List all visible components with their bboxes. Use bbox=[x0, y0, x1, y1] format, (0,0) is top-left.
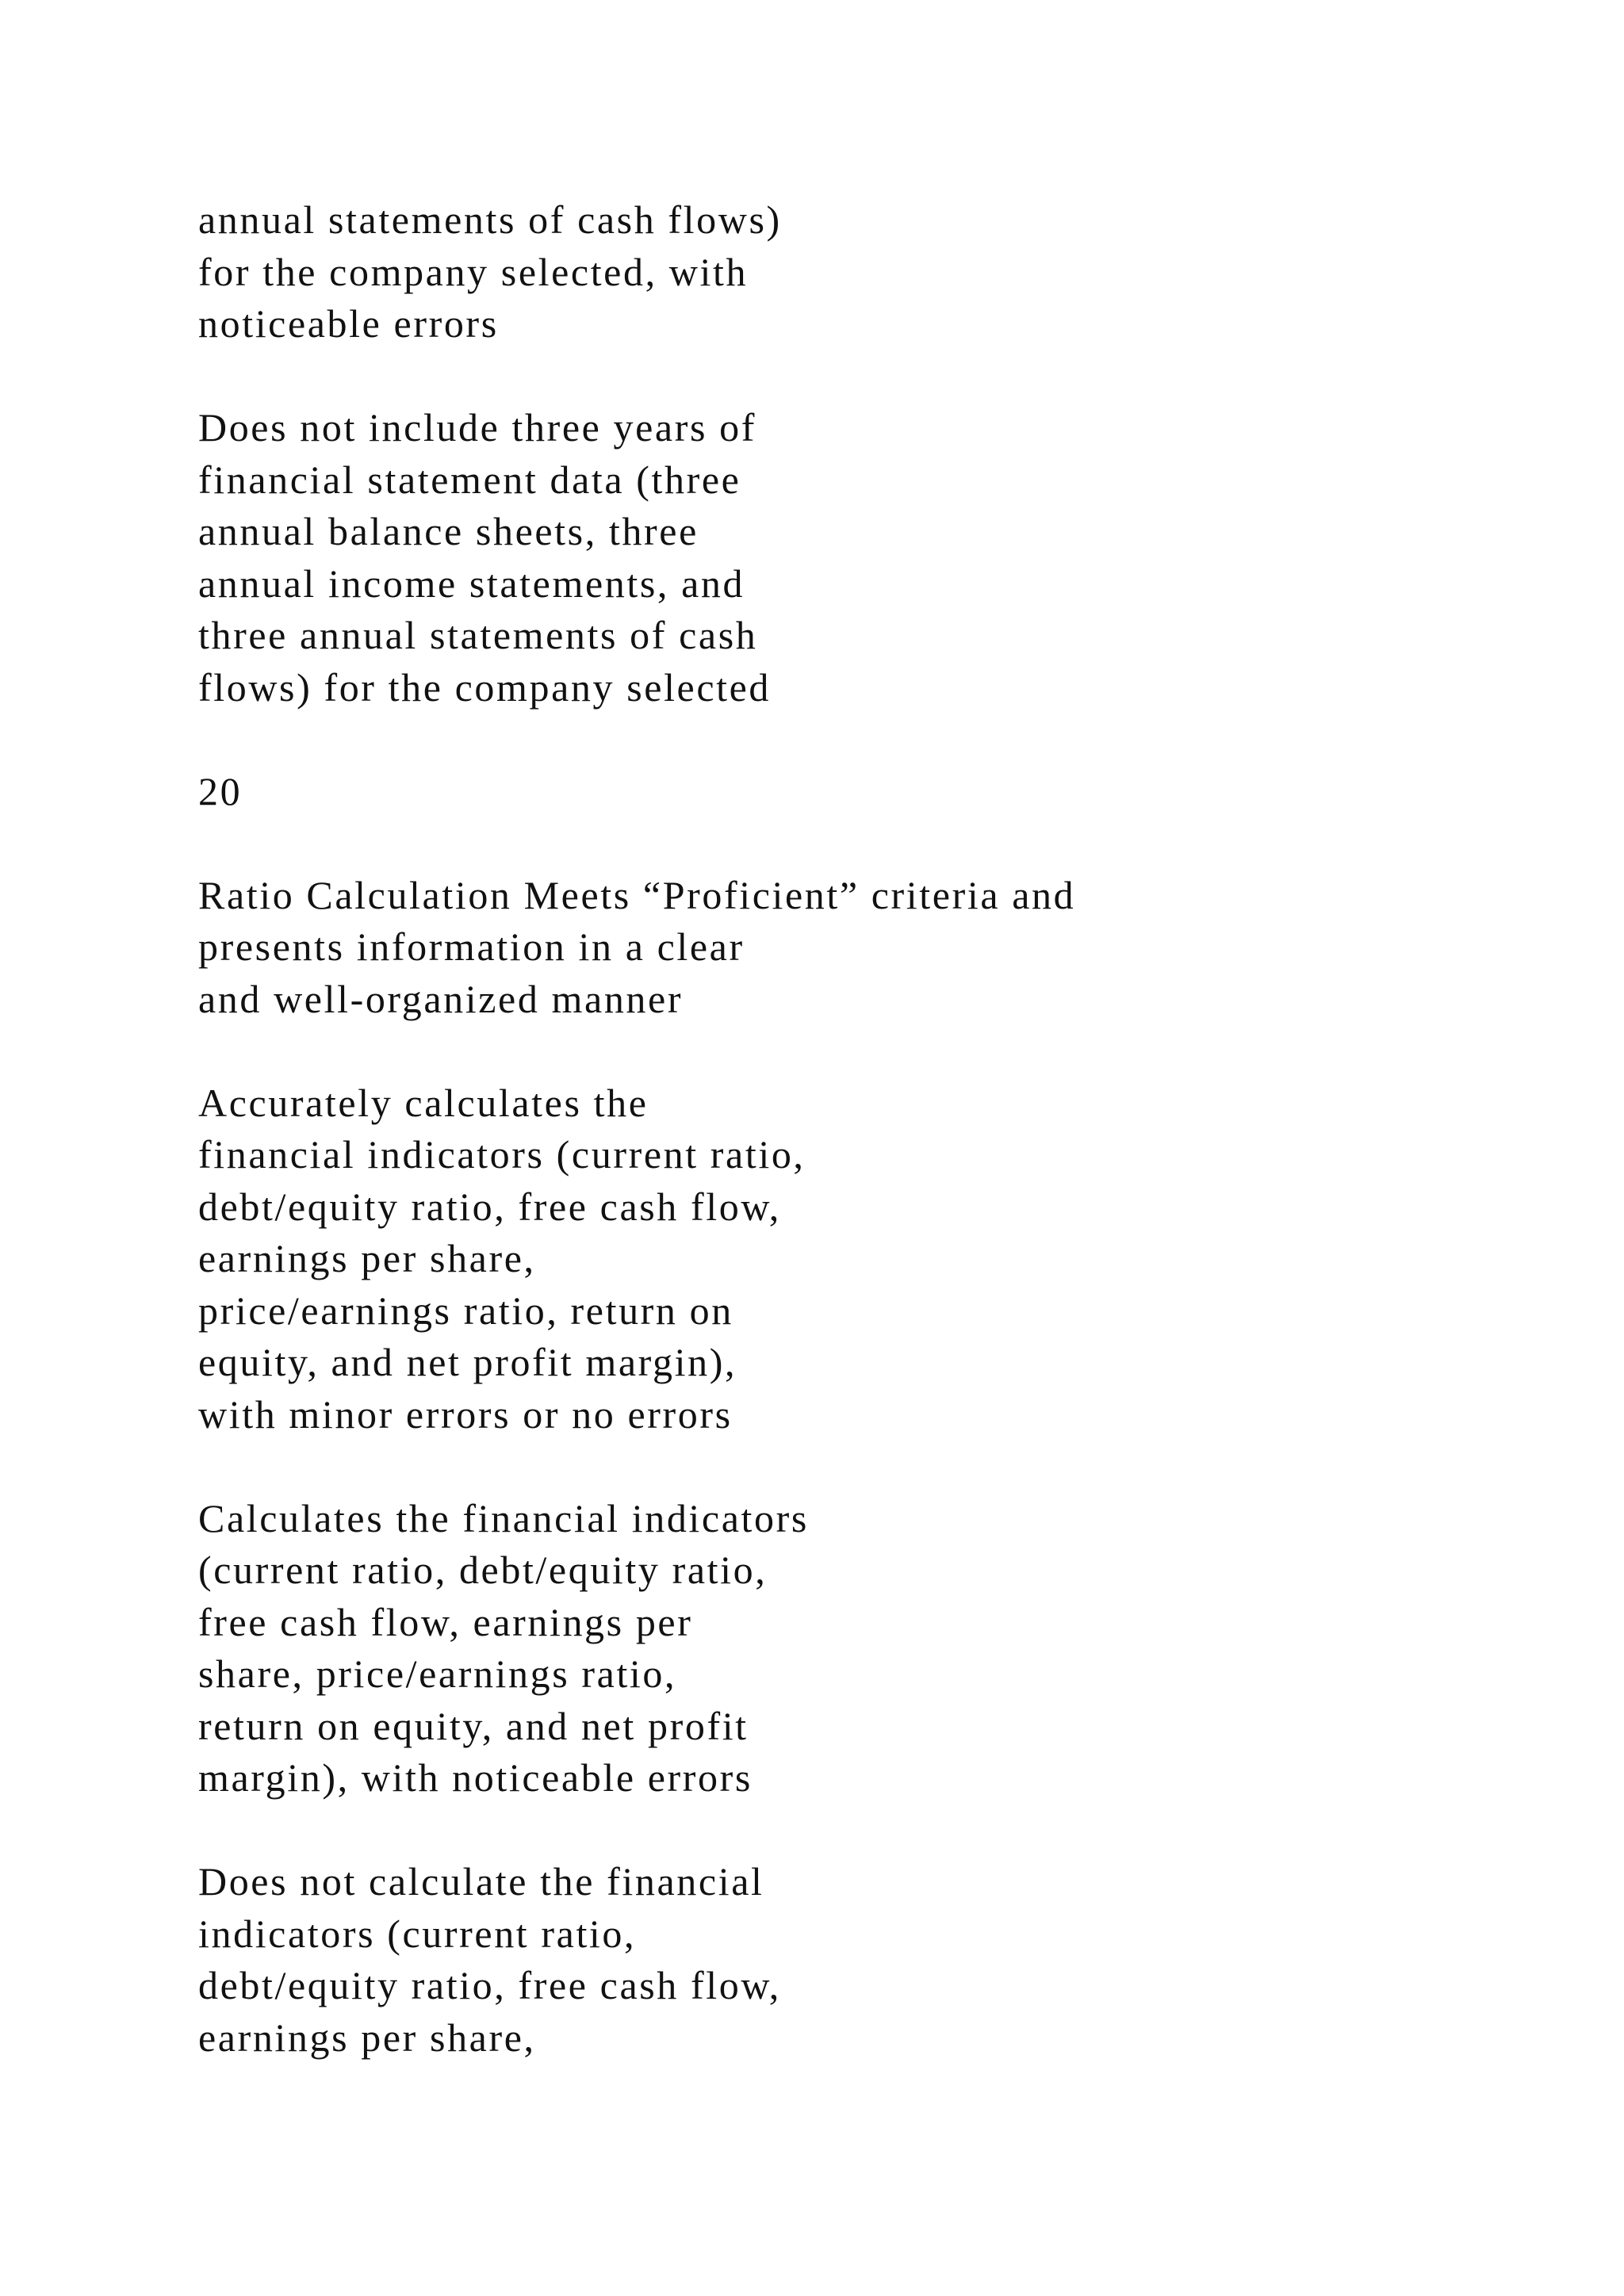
text-line: equity, and net profit margin), bbox=[198, 1340, 737, 1384]
text-line: Ratio Calculation Meets “Proficient” criteria and bbox=[198, 872, 1076, 917]
text-line: (current ratio, debt/equity ratio, bbox=[198, 1548, 768, 1592]
text-line: with minor errors or no errors bbox=[198, 1391, 733, 1437]
text-line: financial indicators (current ratio, bbox=[198, 1132, 806, 1177]
text-line: Accurately calculates the bbox=[198, 1080, 649, 1125]
paragraph-calculates-with-errors bbox=[198, 1493, 1546, 1804]
text-line: annual income statements, and bbox=[198, 561, 745, 606]
paragraph-points bbox=[198, 766, 1546, 818]
text-line: return on equity, and net profit bbox=[198, 1703, 749, 1748]
text-line: and well-organized manner bbox=[198, 976, 684, 1021]
paragraph-errors-continued bbox=[198, 194, 1546, 350]
text-line: debt/equity ratio, free cash flow, bbox=[198, 1963, 781, 2007]
text-line: annual statements of cash flows) bbox=[198, 197, 782, 242]
text-line: financial statement data (three bbox=[198, 457, 741, 502]
paragraph-accurately-calculates bbox=[198, 1077, 1546, 1441]
text-line: price/earnings ratio, return on bbox=[198, 1288, 733, 1333]
text-line: free cash flow, earnings per bbox=[198, 1599, 693, 1644]
text-line: for the company selected, with bbox=[198, 249, 749, 294]
text-line: Does not include three years of bbox=[198, 405, 756, 450]
text-line: three annual statements of cash bbox=[198, 613, 758, 657]
text-line: earnings per share, bbox=[198, 2015, 536, 2060]
paragraph-does-not-calculate bbox=[198, 1856, 1546, 2064]
text-line: share, price/earnings ratio, bbox=[198, 1651, 677, 1696]
text-line: margin), with noticeable errors bbox=[198, 1755, 753, 1800]
paragraph-ratio-calculation bbox=[198, 870, 1546, 1026]
paragraph-does-not-include bbox=[198, 402, 1546, 714]
text-line: Calculates the financial indicators bbox=[198, 1495, 809, 1540]
text-line: noticeable errors bbox=[198, 301, 499, 346]
text-line: Does not calculate the financial bbox=[198, 1859, 764, 1904]
text-line: presents information in a clear bbox=[198, 924, 745, 969]
text-line: indicators (current ratio, bbox=[198, 1911, 637, 1956]
text-line: annual balance sheets, three bbox=[198, 509, 699, 553]
text-line: debt/equity ratio, free cash flow, bbox=[198, 1184, 781, 1229]
text-line: earnings per share, bbox=[198, 1236, 536, 1280]
points-value: 20 bbox=[198, 768, 243, 813]
document-body bbox=[198, 194, 1546, 2116]
text-line: flows) for the company selected bbox=[198, 664, 772, 710]
